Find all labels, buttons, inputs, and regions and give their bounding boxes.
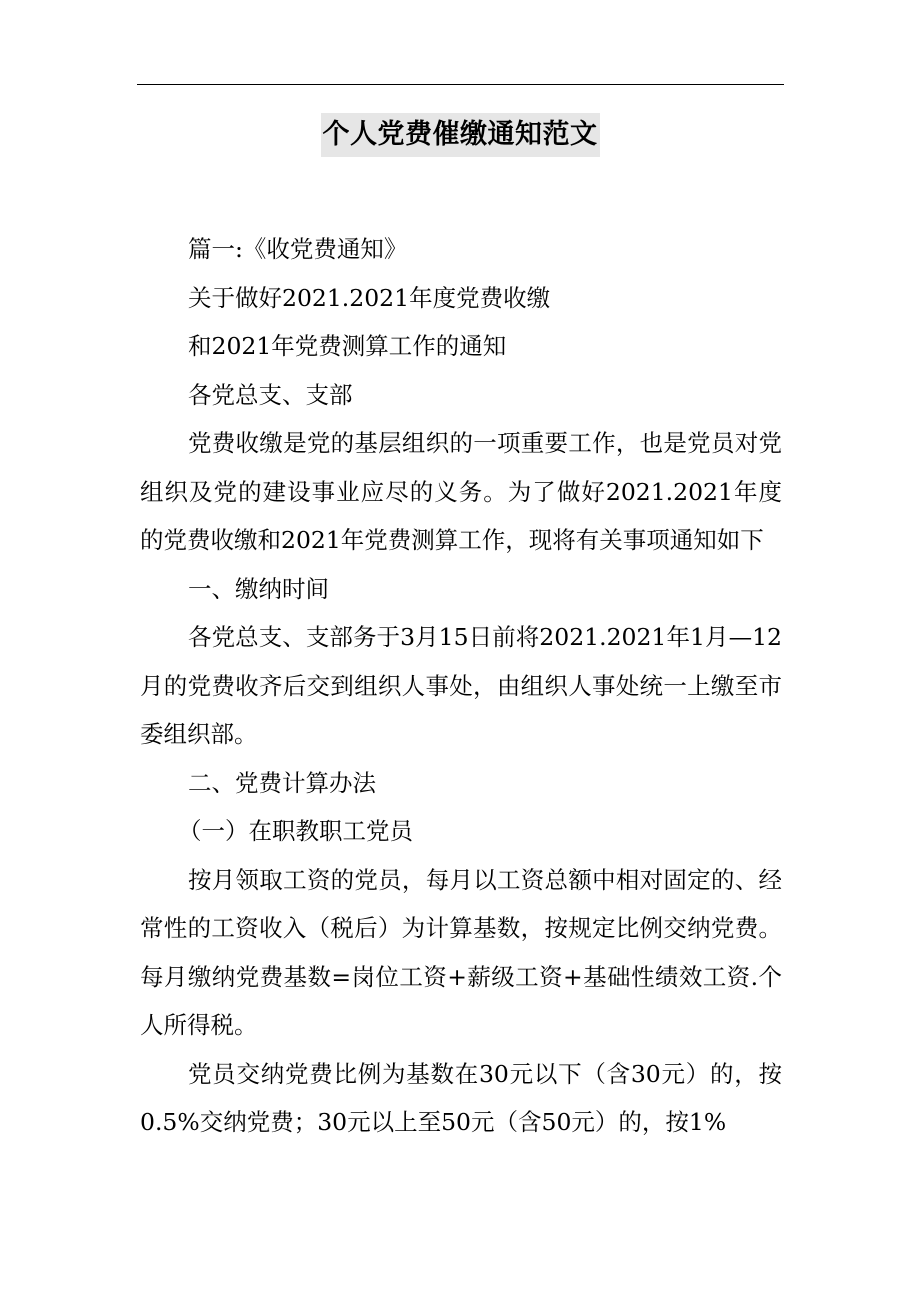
- addressee: 各党总支、支部: [188, 380, 353, 409]
- body-paragraph: 按月领取工资的党员，每月以工资总额中相对固定的、经常性的工资收入（税后）为计算基数，按规定比例交纳党费。每月缴纳党费基数=岗位工资+薪级工资+基础性绩效工资.个人所得税。: [140, 865, 782, 1039]
- document-title: 个人党费催缴通知范文: [321, 113, 600, 157]
- section-heading: 篇一:《收党费通知》: [188, 235, 408, 263]
- body-paragraph: 党费收缴是党的基层组织的一项重要工作，也是党员对党组织及党的建设事业应尽的义务。为了做好2021.2021年度的党费收缴和2021年党费测算工作，现将有关事项通知如下: [140, 429, 782, 554]
- subsection-heading: 二、党费计算办法: [188, 768, 376, 797]
- subsection-heading: 一、缴纳时间: [188, 574, 329, 603]
- notice-title-line-1: 关于做好2021.2021年度党费收缴: [188, 283, 551, 312]
- header-rule: [137, 84, 784, 85]
- body-paragraph: 各党总支、支部务于3月15日前将2021.2021年1月—12月的党费收齐后交到组织人事处，由组织人事处统一上缴至市委组织部。: [140, 623, 782, 748]
- title-container: [0, 113, 920, 157]
- notice-title-line-2: 和2021年党费测算工作的通知: [188, 332, 507, 360]
- sub-subsection-heading: （一）在职教职工党员: [178, 817, 413, 845]
- body-paragraph: 党员交纳党费比例为基数在30元以下（含30元）的，按0.5%交纳党费；30元以上至50元（含50元）的，按1%: [140, 1059, 782, 1136]
- document-body: [140, 225, 782, 1147]
